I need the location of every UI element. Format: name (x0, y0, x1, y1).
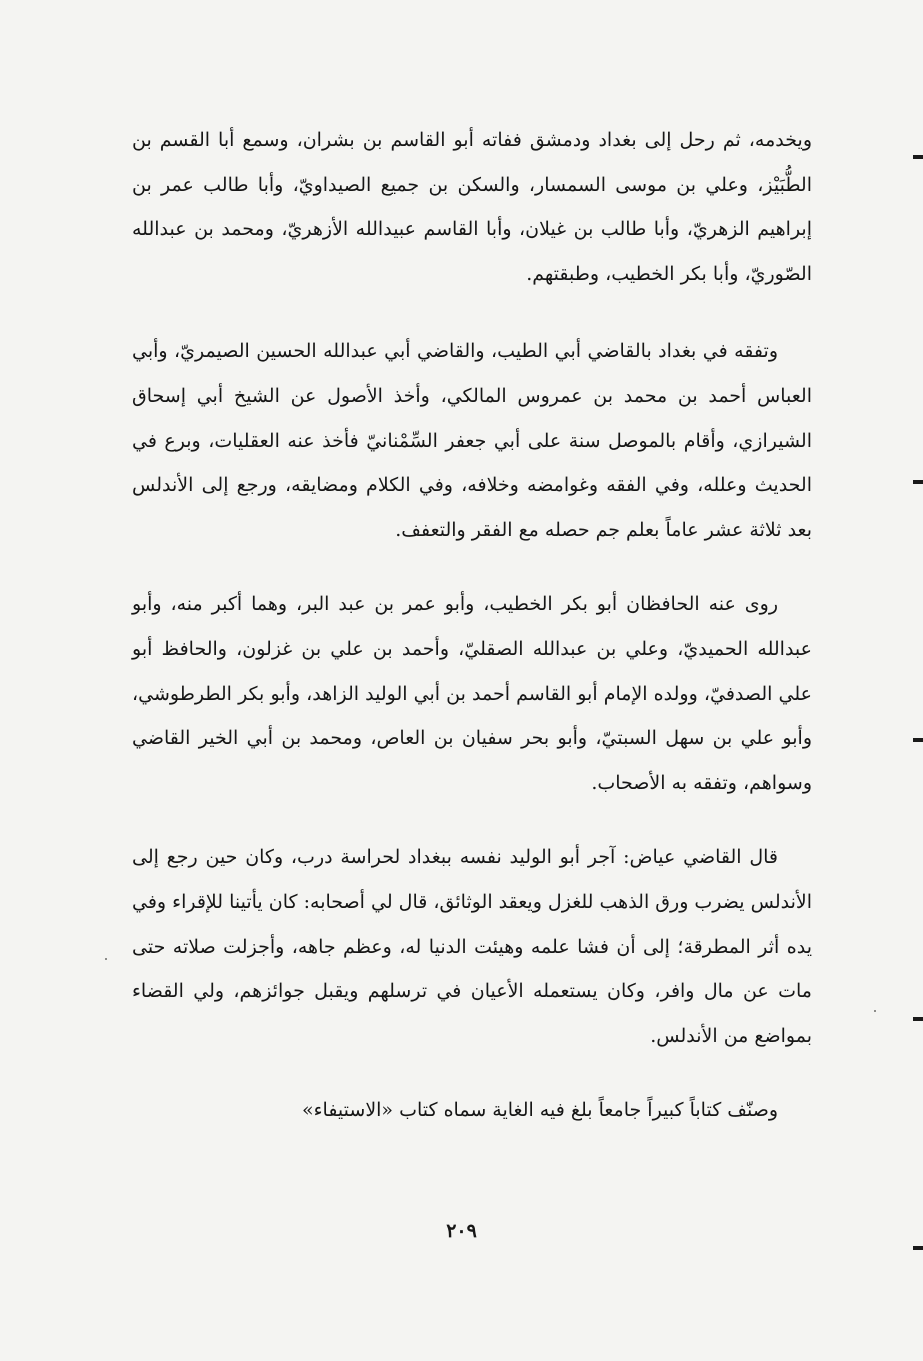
page-speck (874, 1010, 876, 1012)
edge-mark (913, 155, 923, 159)
page-body (132, 118, 812, 1133)
paragraph-1: ويخدمه، ثم رحل إلى بغداد ودمشق ففاته أبو القاسم بن بشران، وسمع أبا القسم بن الطُّبَيْز، وعلي بن موسى السمسار، والسكن بن جميع الصيداويّ، وأبا طالب عمر بن إبراهيم الزهريّ، وأبا طالب بن غيلان، وأبا القاسم عبيدالله الأزهريّ، ومحمد بن عبدالله الصّوريّ، وأبا بكر الخطيب، وطبقتهم. (132, 129, 812, 285)
edge-mark (913, 1246, 923, 1250)
edge-mark (913, 738, 923, 742)
paragraph-2: وتفقه في بغداد بالقاضي أبي الطيب، والقاضي أبي عبدالله الحسين الصيمريّ، وأبي العباس أحمد بن محمد بن عمروس المالكي، وأخذ الأصول عن الشيخ أبي إسحاق الشيرازي، وأقام بالموصل سنة على أبي جعفر السِّمْنانيّ فأخذ عنه العقليات، وبرع في الحديث وعلله، وفي الفقه وغوامضه وخلافه، وفي الكلام ومضايقه، ورجع إلى الأندلس بعد ثلاثة عشر عاماً بعلم جم حصله مع الفقر والتعفف. (132, 340, 812, 541)
paragraph-4: قال القاضي عياض: آجر أبو الوليد نفسه ببغداد لحراسة درب، وكان حين رجع إلى الأندلس يضرب ورق الذهب للغزل ويعقد الوثائق، قال لي أصحابه: كان يأتينا للإقراء وفي يده أثر المطرقة؛ إلى أن فشا علمه وهيئت الدنيا له، وعظم جاهه، وأجزلت صلاته حتى مات عن مال وافر، وكان يستعمله الأعيان في ترسلهم ويقبل جوائزهم، ولي القضاء بمواضع من الأندلس. (132, 846, 812, 1047)
edge-mark (913, 1017, 923, 1021)
edge-mark (913, 480, 923, 484)
page-speck (105, 958, 107, 960)
paragraph-5: وصنّف كتاباً كبيراً جامعاً بلغ فيه الغاية سماه كتاب «الاستيفاء» (301, 1099, 778, 1122)
page-number: ٢٠٩ (446, 1220, 477, 1242)
paragraph-3: روى عنه الحافظان أبو بكر الخطيب، وأبو عمر بن عبد البر، وهما أكبر منه، وأبو عبدالله الحميديّ، وعلي بن عبدالله الصقليّ، وأحمد بن علي بن غزلون، والحافظ أبو علي الصدفيّ، وولده الإمام أبو القاسم أحمد بن أبي الوليد الزاهد، وأبو بكر الطرطوشي، وأبو علي بن سهل السبتيّ، وأبو بحر سفيان بن العاص، ومحمد بن أبي الخير القاضي وسواهم، وتفقه به الأصحاب. (132, 593, 812, 794)
